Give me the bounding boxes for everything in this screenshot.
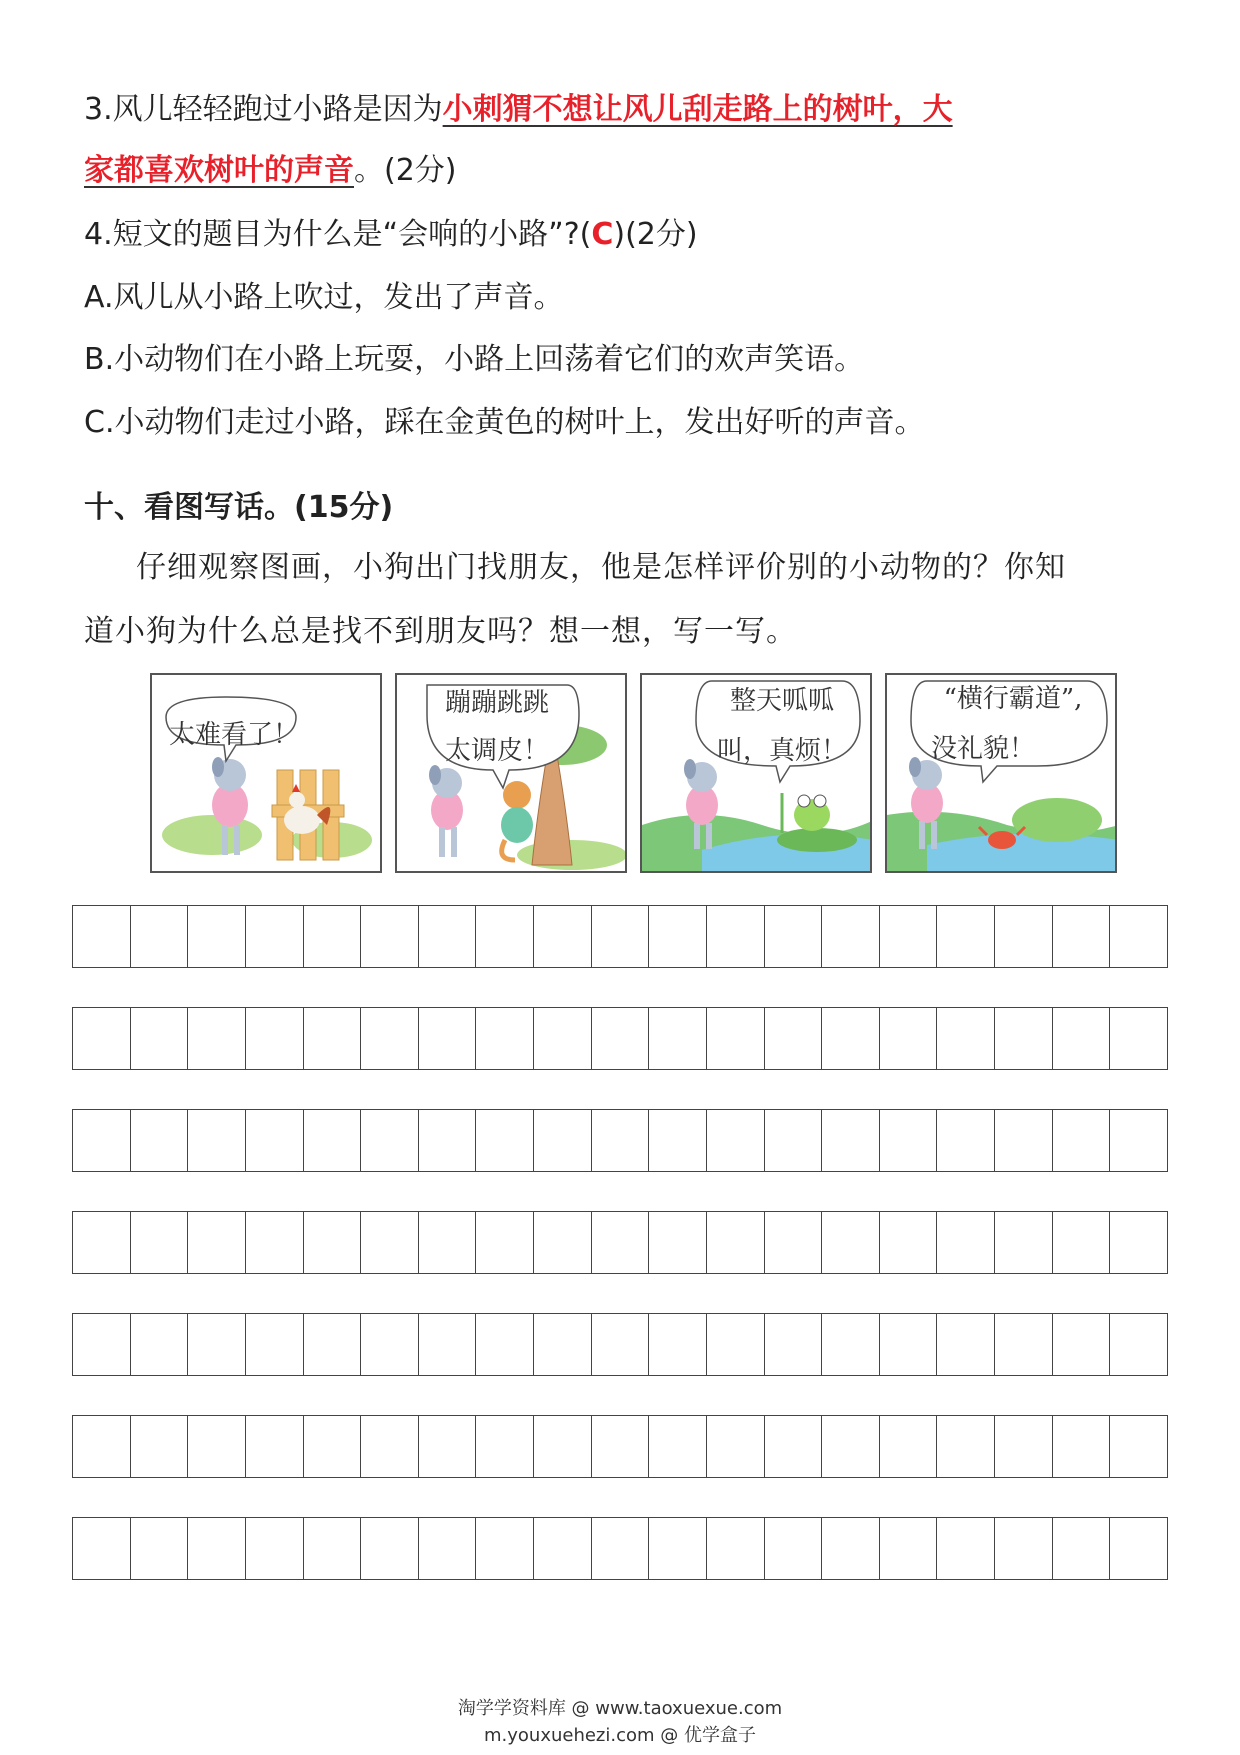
grid-cell[interactable] (304, 1518, 362, 1579)
grid-cell[interactable] (822, 906, 880, 967)
option-c: C.小动物们走过小路，踩在金黄色的树叶上，发出好听的声音。 (84, 405, 925, 440)
bubble-3-text-line-1: 整天呱呱 (729, 686, 834, 716)
grid-cell[interactable] (765, 1518, 823, 1579)
grid-cell[interactable] (937, 906, 995, 967)
grid-cell[interactable] (131, 906, 189, 967)
bubble-2-text-line-1: 蹦蹦跳跳 (444, 688, 549, 718)
writing-grid-row-3[interactable] (72, 1109, 1168, 1172)
section-10-prompt-line-2: 道小狗为什么总是找不到朋友吗？想一想，写一写。 (84, 614, 797, 649)
grid-cell[interactable] (131, 1314, 189, 1375)
grid-cell[interactable] (822, 1110, 880, 1171)
grid-cell[interactable] (73, 906, 131, 967)
grid-cell[interactable] (822, 1314, 880, 1375)
grid-cell[interactable] (649, 1110, 707, 1171)
writing-grid-row-4[interactable] (72, 1211, 1168, 1274)
grid-cell[interactable] (188, 1518, 246, 1579)
grid-cell[interactable] (73, 1008, 131, 1069)
question-3-line-2 (84, 151, 1160, 191)
grid-cell[interactable] (246, 1314, 304, 1375)
comic-panel-1 (150, 673, 382, 873)
grid-cell[interactable] (592, 1416, 650, 1477)
writing-grid-row-7[interactable] (72, 1517, 1168, 1580)
grid-cell[interactable] (937, 1110, 995, 1171)
grid-cell[interactable] (995, 1008, 1053, 1069)
grid-cell[interactable] (1110, 1008, 1168, 1069)
grid-cell[interactable] (131, 1212, 189, 1273)
grid-cell[interactable] (361, 906, 419, 967)
comic-strip (150, 673, 1120, 875)
option-b: B.小动物们在小路上玩耍，小路上回荡着它们的欢声笑语。 (84, 342, 865, 377)
grid-cell[interactable] (304, 1008, 362, 1069)
grid-cell[interactable] (822, 1008, 880, 1069)
grid-cell[interactable] (188, 1416, 246, 1477)
grid-cell[interactable] (1110, 906, 1168, 967)
grid-cell[interactable] (995, 1416, 1053, 1477)
grid-cell[interactable] (592, 1518, 650, 1579)
grid-cell[interactable] (419, 1110, 477, 1171)
grid-cell[interactable] (937, 1416, 995, 1477)
grid-cell[interactable] (937, 1314, 995, 1375)
grid-cell[interactable] (476, 906, 534, 967)
grid-cell[interactable] (246, 1008, 304, 1069)
grid-cell[interactable] (534, 1416, 592, 1477)
grid-cell[interactable] (188, 1212, 246, 1273)
grid-cell[interactable] (822, 1518, 880, 1579)
writing-grid-row-6[interactable] (72, 1415, 1168, 1478)
grid-cell[interactable] (534, 1518, 592, 1579)
bubble-2-text-line-2: 太调皮！ (444, 736, 549, 766)
grid-cell[interactable] (765, 1314, 823, 1375)
grid-cell[interactable] (592, 1212, 650, 1273)
option-a: A.风儿从小路上吹过，发出了声音。 (84, 280, 564, 315)
grid-cell[interactable] (649, 1416, 707, 1477)
speech-bubble-1 (152, 675, 382, 873)
grid-cell[interactable] (765, 1008, 823, 1069)
grid-cell[interactable] (73, 1212, 131, 1273)
grid-cell[interactable] (304, 1212, 362, 1273)
grid-cell[interactable] (419, 1518, 477, 1579)
grid-cell[interactable] (880, 1110, 938, 1171)
grid-cell[interactable] (534, 1212, 592, 1273)
question-3-line-1 (84, 90, 1160, 130)
grid-cell[interactable] (707, 1314, 765, 1375)
grid-cell[interactable] (476, 1212, 534, 1273)
grid-cell[interactable] (707, 1518, 765, 1579)
writing-grid-row-5[interactable] (72, 1313, 1168, 1376)
question-4 (84, 215, 1160, 255)
grid-cell[interactable] (246, 1212, 304, 1273)
grid-cell[interactable] (1053, 1008, 1111, 1069)
grid-cell[interactable] (246, 1518, 304, 1579)
grid-cell[interactable] (419, 1416, 477, 1477)
grid-cell[interactable] (304, 1314, 362, 1375)
grid-cell[interactable] (1053, 1314, 1111, 1375)
grid-cell[interactable] (822, 1212, 880, 1273)
grid-cell[interactable] (419, 1314, 477, 1375)
question-3-prefix: 3.风儿轻轻跑过小路是因为 (84, 92, 443, 127)
grid-cell[interactable] (131, 1008, 189, 1069)
grid-cell[interactable] (534, 1110, 592, 1171)
grid-cell[interactable] (534, 1314, 592, 1375)
question-3-suffix: 。(2分) (354, 153, 457, 188)
grid-cell[interactable] (361, 1416, 419, 1477)
grid-cell[interactable] (880, 1518, 938, 1579)
grid-cell[interactable] (73, 1314, 131, 1375)
footer-line-2: m.youxuehezi.com @ 优学盒子 (483, 1725, 756, 1746)
grid-cell[interactable] (73, 1416, 131, 1477)
grid-cell[interactable] (73, 1110, 131, 1171)
grid-cell[interactable] (880, 1212, 938, 1273)
grid-cell[interactable] (1110, 1416, 1168, 1477)
grid-cell[interactable] (419, 1008, 477, 1069)
writing-grid-row-2[interactable] (72, 1007, 1168, 1070)
question-4-prefix: 4.短文的题目为什么是“会响的小路”?( (84, 217, 592, 252)
grid-cell[interactable] (476, 1008, 534, 1069)
grid-cell[interactable] (937, 1008, 995, 1069)
grid-cell[interactable] (534, 906, 592, 967)
grid-cell[interactable] (995, 1518, 1053, 1579)
grid-cell[interactable] (361, 1314, 419, 1375)
grid-cell[interactable] (304, 906, 362, 967)
grid-cell[interactable] (476, 1518, 534, 1579)
grid-cell[interactable] (592, 906, 650, 967)
grid-cell[interactable] (765, 1110, 823, 1171)
grid-cell[interactable] (476, 1416, 534, 1477)
grid-cell[interactable] (1053, 906, 1111, 967)
grid-cell[interactable] (131, 1416, 189, 1477)
grid-cell[interactable] (419, 906, 477, 967)
grid-cell[interactable] (707, 1212, 765, 1273)
grid-cell[interactable] (188, 906, 246, 967)
bubble-1-text: 太难看了！ (168, 720, 299, 750)
grid-cell[interactable] (649, 1314, 707, 1375)
grid-cell[interactable] (1110, 1314, 1168, 1375)
grid-cell[interactable] (188, 1008, 246, 1069)
grid-cell[interactable] (592, 1008, 650, 1069)
grid-cell[interactable] (1053, 1212, 1111, 1273)
grid-cell[interactable] (592, 1110, 650, 1171)
question-3-answer-part-1: 小刺猬不想让风儿刮走路上的树叶，大 (442, 92, 953, 127)
comic-panel-4 (885, 673, 1117, 873)
grid-cell[interactable] (995, 1212, 1053, 1273)
grid-cell[interactable] (304, 1416, 362, 1477)
grid-cell[interactable] (361, 1518, 419, 1579)
grid-cell[interactable] (592, 1314, 650, 1375)
grid-cell[interactable] (1110, 1110, 1168, 1171)
writing-grid-row-1[interactable] (72, 905, 1168, 968)
grid-cell[interactable] (649, 906, 707, 967)
grid-cell[interactable] (822, 1416, 880, 1477)
grid-cell[interactable] (1053, 1518, 1111, 1579)
grid-cell[interactable] (1053, 1416, 1111, 1477)
question-3-answer-part-2: 家都喜欢树叶的声音 (84, 153, 354, 188)
comic-panel-2 (395, 673, 627, 873)
grid-cell[interactable] (765, 1416, 823, 1477)
grid-cell[interactable] (707, 1110, 765, 1171)
grid-cell[interactable] (419, 1212, 477, 1273)
section-10-heading: 十、看图写话。(15分) (84, 490, 394, 525)
question-4-answer: C (591, 217, 614, 252)
grid-cell[interactable] (1110, 1518, 1168, 1579)
grid-cell[interactable] (361, 1008, 419, 1069)
grid-cell[interactable] (304, 1110, 362, 1171)
grid-cell[interactable] (246, 1416, 304, 1477)
grid-cell[interactable] (995, 906, 1053, 967)
grid-cell[interactable] (880, 1008, 938, 1069)
grid-cell[interactable] (188, 1314, 246, 1375)
grid-cell[interactable] (246, 1110, 304, 1171)
grid-cell[interactable] (995, 1110, 1053, 1171)
grid-cell[interactable] (361, 1212, 419, 1273)
grid-cell[interactable] (188, 1110, 246, 1171)
grid-cell[interactable] (707, 1008, 765, 1069)
grid-cell[interactable] (131, 1110, 189, 1171)
grid-cell[interactable] (880, 1314, 938, 1375)
grid-cell[interactable] (707, 1416, 765, 1477)
grid-cell[interactable] (707, 906, 765, 967)
footer-line-1: 淘学学资料库 @ www.taoxuexue.com (457, 1698, 783, 1719)
grid-cell[interactable] (649, 1008, 707, 1069)
grid-cell[interactable] (649, 1518, 707, 1579)
grid-cell[interactable] (73, 1518, 131, 1579)
grid-cell[interactable] (765, 906, 823, 967)
grid-cell[interactable] (1110, 1212, 1168, 1273)
question-4-suffix: )(2分) (613, 217, 698, 252)
grid-cell[interactable] (476, 1314, 534, 1375)
bubble-4-text-line-2: 没礼貌！ (930, 734, 1035, 764)
grid-cell[interactable] (534, 1008, 592, 1069)
grid-cell[interactable] (880, 1416, 938, 1477)
comic-panel-3 (640, 673, 872, 873)
grid-cell[interactable] (880, 906, 938, 967)
grid-cell[interactable] (476, 1110, 534, 1171)
grid-cell[interactable] (937, 1212, 995, 1273)
grid-cell[interactable] (765, 1212, 823, 1273)
grid-cell[interactable] (995, 1314, 1053, 1375)
grid-cell[interactable] (1053, 1110, 1111, 1171)
grid-cell[interactable] (246, 906, 304, 967)
grid-cell[interactable] (937, 1518, 995, 1579)
bubble-4-text-line-1: “横行霸道”, (943, 684, 1083, 714)
grid-cell[interactable] (131, 1518, 189, 1579)
section-10-prompt-line-1: 仔细观察图画，小狗出门找朋友，他是怎样评价别的小动物的？你知 (136, 550, 1066, 585)
grid-cell[interactable] (649, 1212, 707, 1273)
grid-cell[interactable] (361, 1110, 419, 1171)
bubble-3-text-line-2: 叫，真烦！ (716, 736, 847, 766)
